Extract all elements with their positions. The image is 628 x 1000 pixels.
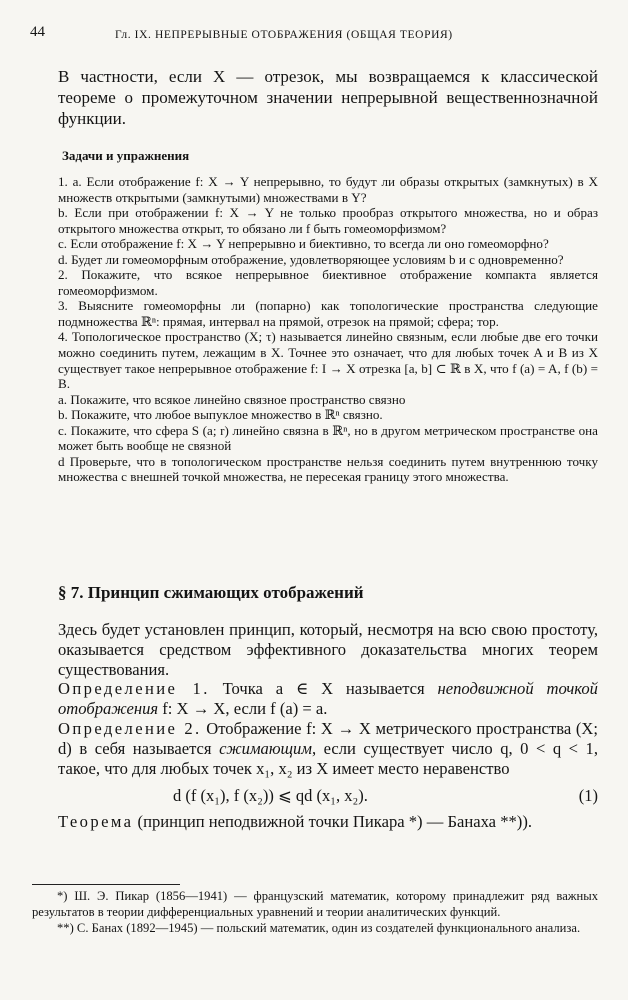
definition-1-term: неподвижной точкой отображения <box>58 679 598 719</box>
exercise-item: b. Покажите, что любое выпуклое множество в ℝⁿ связно. <box>58 407 383 423</box>
definition-1-label: Определение 1. <box>58 679 210 699</box>
exercise-item: 2. Покажите, что всякое непрерывное биективное отображение компакта является гомеоморфизмом. <box>58 267 598 298</box>
definition-2-label: Определение 2. <box>58 718 202 738</box>
footnotes <box>32 889 598 936</box>
theorem: Теорема (принцип неподвижной точки Пикара *) — Банаха **)). <box>58 812 532 832</box>
exercise-item: 4. Топологическое пространство (X; τ) называется линейно связным, если любые две его точки можно соединить путем, лежащим в X. Точнее это означает, что для любых точек A и B из X существует такое непрерывное отображение f: I → X отрезка [a, b] ⊂ ℝ в X, что f (a) = A, f (b) = B. <box>58 329 598 392</box>
formula-row <box>58 782 598 812</box>
formula: d (f (x₁), f (x₂)) ⩽ qd (x₁, x₂). <box>173 786 368 806</box>
section-title: § 7. Принцип сжимающих отображений <box>58 583 364 602</box>
page-number: 44 <box>30 24 45 40</box>
footnote-rule <box>32 884 180 885</box>
exercise-item: d Проверьте, что в топологическом пространстве нельзя соединить путем внутреннюю точку множества с внешней точкой множества, не пересекая границу этого множества. <box>58 453 598 485</box>
exercise-item: 1. a. Если отображение f: X → Y непрерывно, то будут ли образы открытых (замкнутых) в X множеств открытыми (замкнутыми) множествами в Y? <box>58 174 598 205</box>
exercise-item: d. Будет ли гомеоморфным отображение, удовлетворяющее условиям b и c одновременно? <box>58 251 564 267</box>
section-body <box>58 620 598 832</box>
definition-1: Определение 1. Точка a ∈ X называется неподвижной точкой отображения f: X → X, если f (a) = a. <box>58 679 598 719</box>
intro-paragraph: В частности, если X — отрезок, мы возвращаемся к классической теореме о промежуточном значении непрерывной вещественнозначной функции. <box>58 67 598 128</box>
theorem-label: Теорема <box>58 812 134 832</box>
footnote: **) С. Банах (1892—1945) — польский математик, один из создателей функционального анализа. <box>57 920 581 935</box>
footnote: *) Ш. Э. Пикар (1856—1941) — французский математик, которому принадлежит ряд важных результатов в теории дифференциальных уравнений и теории аналитических функций. <box>32 889 598 919</box>
exercise-item: c. Покажите, что сфера S (a; r) линейно связна в ℝⁿ, но в другом метрическом пространстве она может быть вообще не связной <box>58 422 598 454</box>
exercises-list <box>58 174 598 485</box>
definition-2: Определение 2. Отображение f: X → X метрического пространства (X; d) в себя называется сжимающим, если существует число q, 0 < q < 1, такое, что для любых точек x₁, x₂ из X имеет место неравенство <box>58 718 598 778</box>
definition-2-term: сжимающим <box>219 738 312 758</box>
main-paragraph: Здесь будет установлен принцип, который, несмотря на всю свою простоту, оказывается средством эффективного доказательства многих теорем существования. <box>58 620 598 679</box>
exercise-item: b. Если при отображении f: X → Y не только прообраз открытого множества, но и образ открытого множества открыт, то обязано ли f быть гомеоморфизмом? <box>58 205 598 236</box>
exercise-item: a. Покажите, что всякое линейно связное пространство связно <box>58 391 406 407</box>
equation-number: (1) <box>578 786 598 806</box>
running-title: Гл. IX. НЕПРЕРЫВНЫЕ ОТОБРАЖЕНИЯ (ОБЩАЯ ТЕОРИЯ) <box>115 29 453 41</box>
exercises-heading: Задачи и упражнения <box>62 148 190 163</box>
exercise-item: c. Если отображение f: X → Y непрерывно и биективно, то всегда ли оно гомеоморфно? <box>58 236 549 252</box>
exercise-item: 3. Выясните гомеоморфны ли (попарно) как топологические пространства следующие подмножества ℝⁿ: прямая, интервал на прямой, отрезок на прямой; сфера; тор. <box>58 298 598 329</box>
